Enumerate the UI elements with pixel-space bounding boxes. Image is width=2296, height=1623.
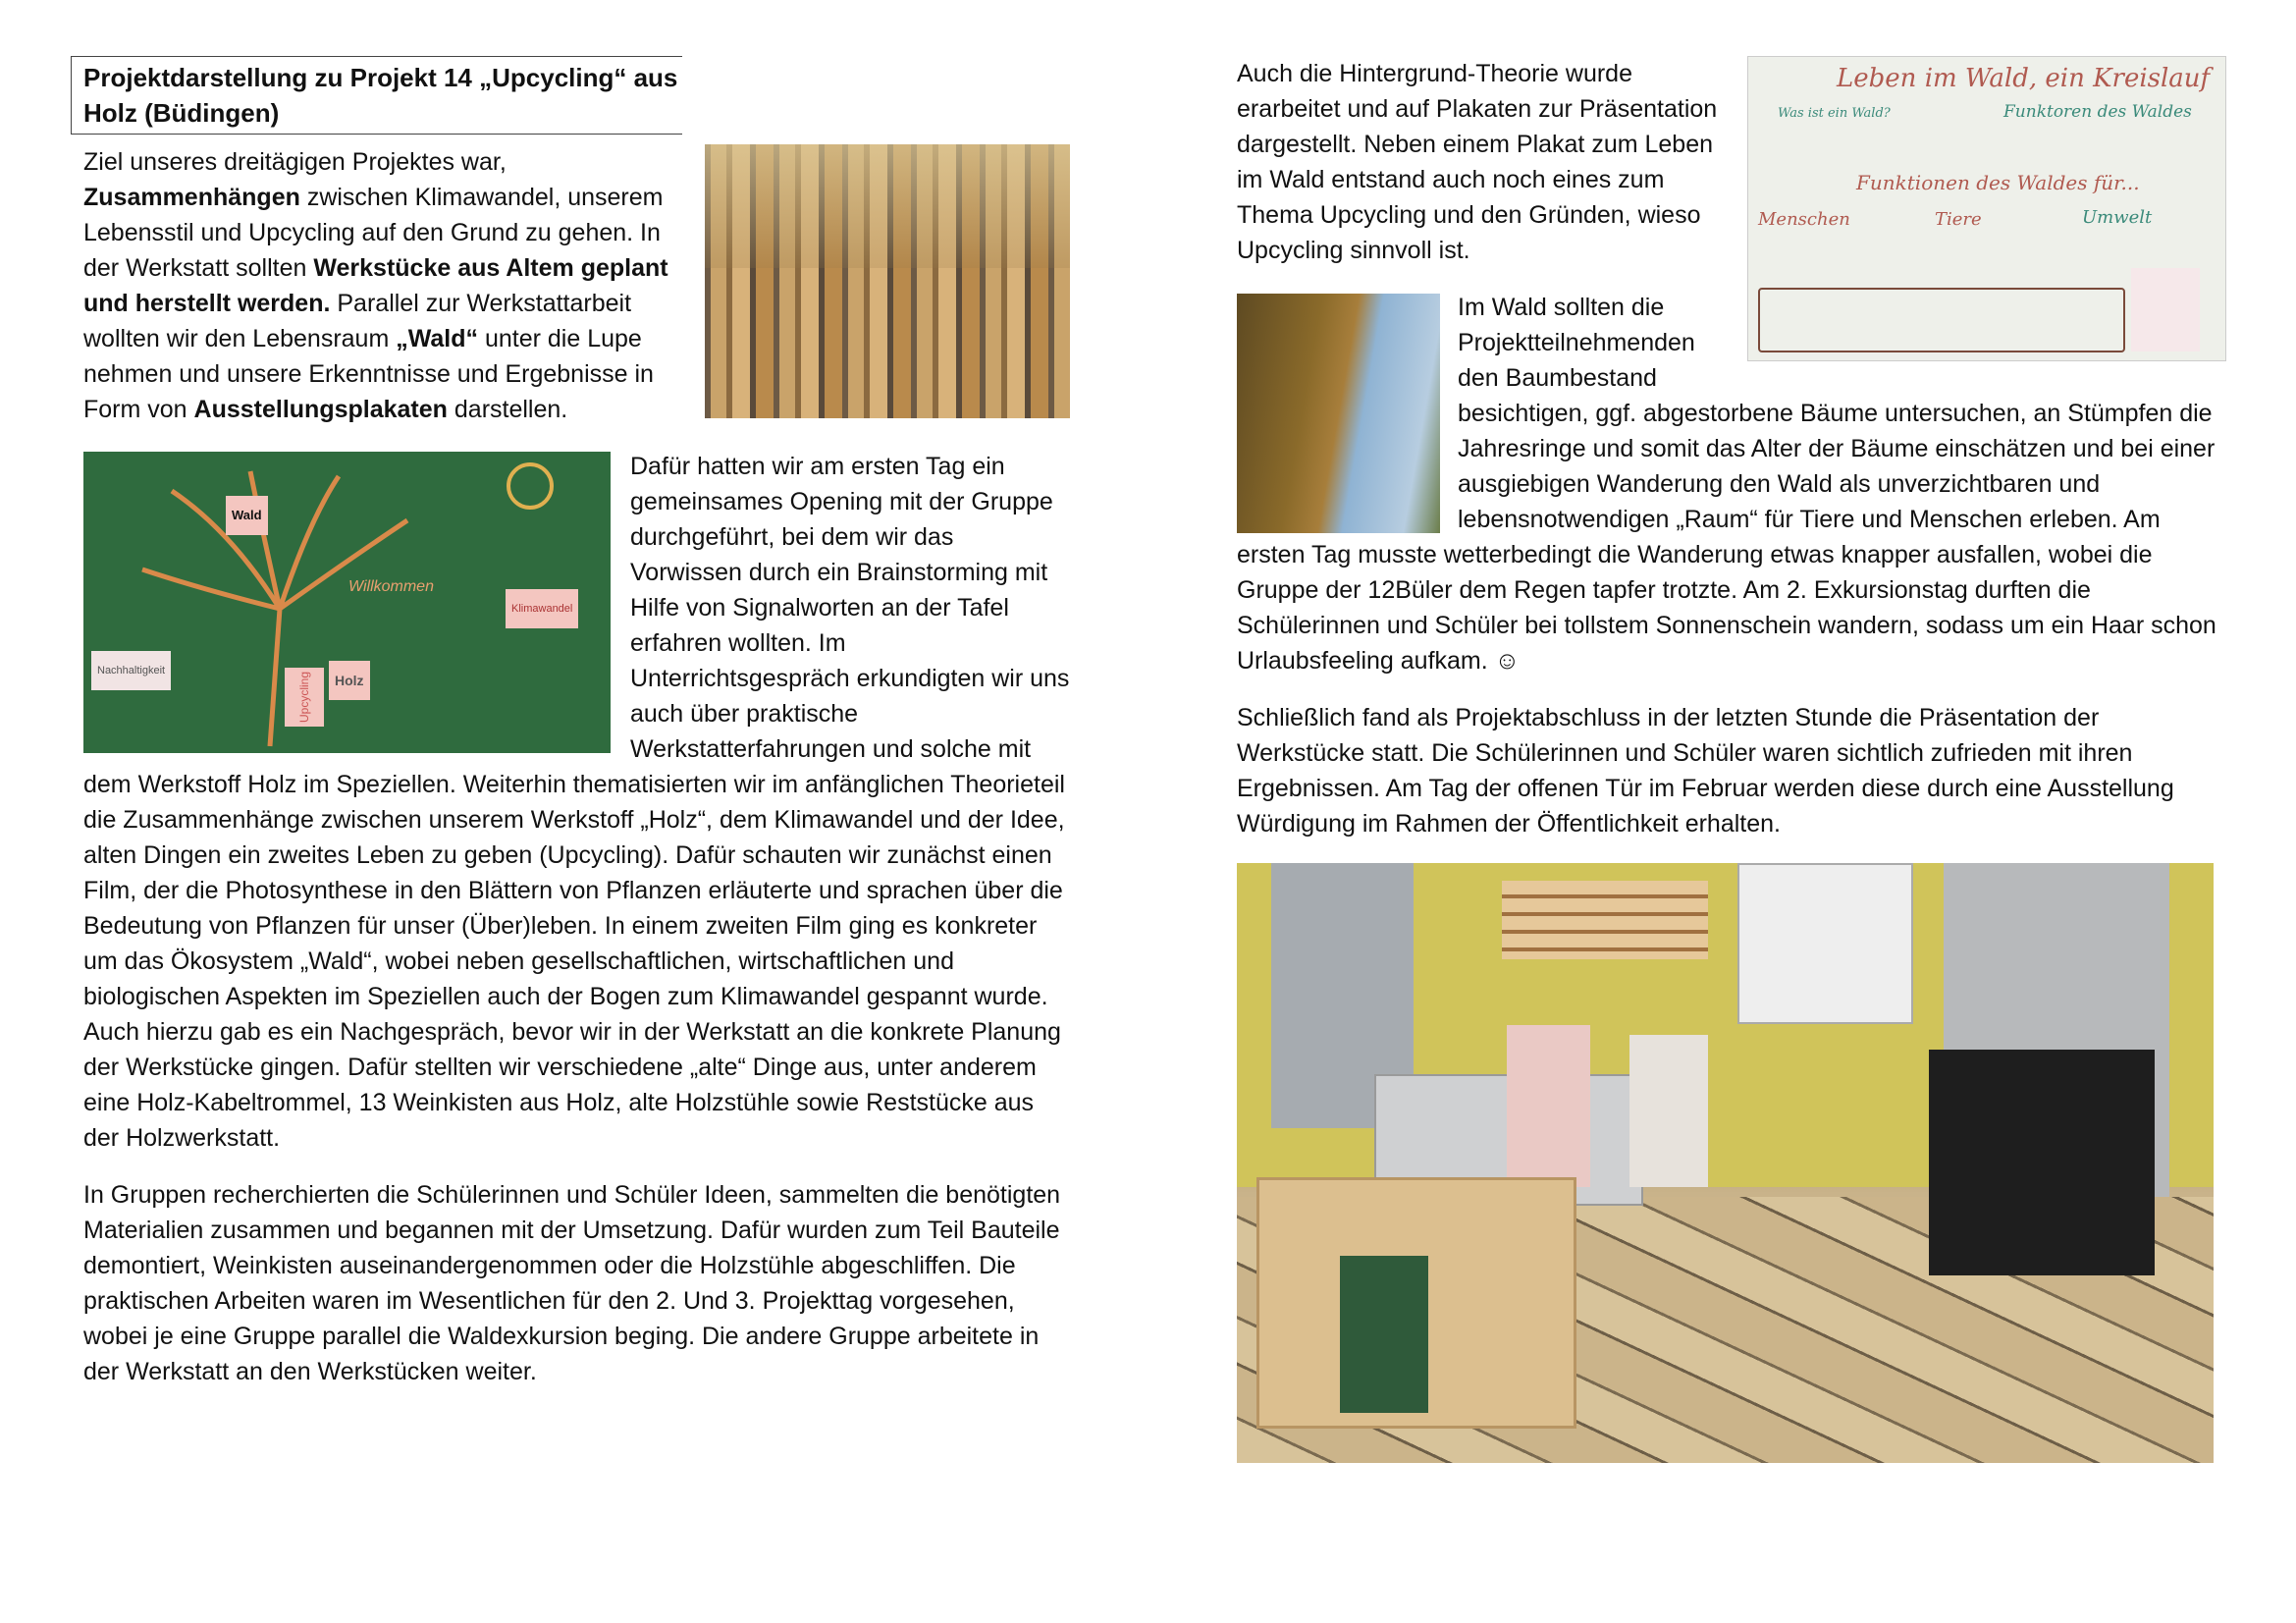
chalk-label-willkommen: Willkommen [348,578,434,595]
poster-photosynthesis-sheet [2131,268,2200,352]
chalk-label-nachhaltigkeit: Nachhaltigkeit [91,651,171,690]
groups-paragraph [83,1177,1070,1389]
text-segment: darstellen. [447,396,568,423]
bold-text-segment: „Wald“ [396,325,479,352]
text-segment: Dafür hatten wir am ersten Tag ein gemeinsames Opening mit der Gruppe durchgeführt, bei dem wir das Vorwissen durch ein Brainstorming mit Hilfe von Signalworten an der Tafel erfahren wollten. Im Unterrichtsgespräch erkundigten wir uns auch über praktische Werkstatterfahrungen und solche mit dem Werkstoff Holz im Speziellen. Weiterhin thematisierten wir im anfänglichen Theorieteil die Zusammenhänge zwischen unserem Werkstoff „Holz“, dem Klimawandel und der Idee, alten Dingen ein zweites Leben zu geben (Upcycling). Dafür schauten wir zunächst einen Film, der die Photosynthese in den Blättern von Pflanzen erläuterte und sprachen über die Bedeutung von Pflanzen für unser (Über)leben. In einem zweiten Film ging es konkreter um das Ökosystem „Wald“, wobei neben gesellschaftlichen, wirtschaftlichen und biologischen Aspekten im Speziellen auch der Bogen zum Klimawandel gespannt wurde. Auch hierzu gab es ein Nachgespräch, bevor wir in der Werkstatt an die konkrete Planung der Werkstücke gingen. Dafür stellten wir verschiedene „alte“ Dinge aus, unter anderem eine Holz-Kabeltrommel, 13 Weinkisten aus Holz, alte Holzstühle sowie Reststücke aus der Holzwerkstatt. [83,453,1070,1152]
bold-text-segment: Zusammenhängen [83,184,300,211]
black-pallet-shelf [1929,1050,2155,1275]
text-segment: Auch die Hintergrund-Theorie wurde erarbeitet und auf Plakaten zur Präsentation dargestellt. Neben einem Plakat zum Leben im Wald entstand auch noch eines zum Thema Upcycling und den Gründen, wieso Upcycling sinnvoll ist. [1237,60,1718,264]
text-segment: unter die Lupe nehmen und unsere Erkenntnisse und Ergebnisse in Form von [83,325,654,423]
page-title: Projektdarstellung zu Projekt 14 „Upcycling“ aus Holz (Büdingen) [71,56,682,135]
whiteboard [1737,863,1913,1024]
text-segment: Schließlich fand als Projektabschluss in der letzten Stunde die Präsentation der Werkstücke statt. Die Schülerinnen und Schüler waren sichtlich zufrieden mit ihren Ergebnissen. Am Tag der offenen Tür im Februar werden diese durch eine Ausstellung Würdigung im Rahmen der Öffentlichkeit erhalten. [1237,704,2174,838]
pallet-crate [1502,881,1708,959]
poster-col-people: Menschen [1758,209,1850,230]
poster-title: Leben im Wald, ein Kreislauf [1837,64,2211,93]
holztechnik-book [1340,1256,1428,1413]
bold-text-segment: Werkstücke aus Altem geplant und herstellt werden. [83,254,668,317]
right-column [1237,56,2226,1463]
autumn-tree-photo [1237,294,1440,533]
text-segment: In Gruppen recherchierten die Schülerinnen und Schüler Ideen, sammelten die benötigten Materialien zusammen und begannen mit der Umsetzung. Dafür wurden zum Teil Bauteile demontiert, Weinkisten auseinandergenommen oder die Holzstühle abgeschliffen. Die praktischen Arbeiten waren im Wesentlichen für den 2. Und 3. Projekttag vorgesehen, wobei je eine Gruppe parallel die Waldexkursion beging. Die andere Gruppe arbeitete in der Werkstatt an den Werkstücken weiter. [83,1181,1061,1385]
text-segment: Ziel unseres dreitägigen Projektes war, [83,148,507,176]
chalk-label-wald: Wald [226,496,268,535]
exhibition-photo [1237,863,2214,1463]
text-segment: Im Wald sollten die Projektteilnehmenden den Baumbestand besichtigen, ggf. abgestorbene Bäume untersuchen, an Stümpfen die Jahresringe und somit das Alter der Bäume einschätzen und bei einer ausgiebigen Wanderung den Wald als unverzichtbaren und lebensnotwendigen „Raum“ für Tiere und Menschen erleben. Am ersten Tag musste wetterbedingt die Wanderung etwas knapper ausfallen, wobei die Gruppe der 12Büler dem Regen tapfer trotzte. Am 2. Exkursionstag durften die Schülerinnen und Schüler bei tollstem Sonnenschein wandern, sodass um ein Haar schon Urlaubsfeeling aufkam. ☺ [1237,294,2216,675]
poster-col-animals: Tiere [1935,209,1982,230]
chalkboard-photo [83,452,611,753]
forest-photo [705,144,1070,418]
poster-mid-heading: Funktionen des Waldes für... [1856,171,2140,194]
pink-chair [1507,1025,1590,1187]
text-segment: Parallel zur Werkstattarbeit wollten wir den Lebensraum [83,290,632,352]
chalk-label-klimawandel: Klimawandel [506,589,578,628]
conclusion-paragraph [1237,700,2226,841]
bold-text-segment: Ausstellungsplakaten [193,396,448,423]
poster-question: Was ist ein Wald? [1778,106,1891,121]
white-chair [1629,1035,1708,1187]
chalk-label-upcycling: Upcycling [285,668,324,727]
forest-poster-photo [1747,56,2226,361]
poster-ideas-board [1758,288,2125,352]
left-column [83,56,1070,1411]
poster-functions: Funktoren des Waldes [2003,102,2192,122]
chalk-label-holz: Holz [329,661,370,700]
text-segment: zwischen Klimawandel, unserem Lebensstil und Upcycling auf den Grund zu gehen. In der Werkstatt sollten [83,184,664,282]
poster-col-environment: Umwelt [2082,207,2153,228]
